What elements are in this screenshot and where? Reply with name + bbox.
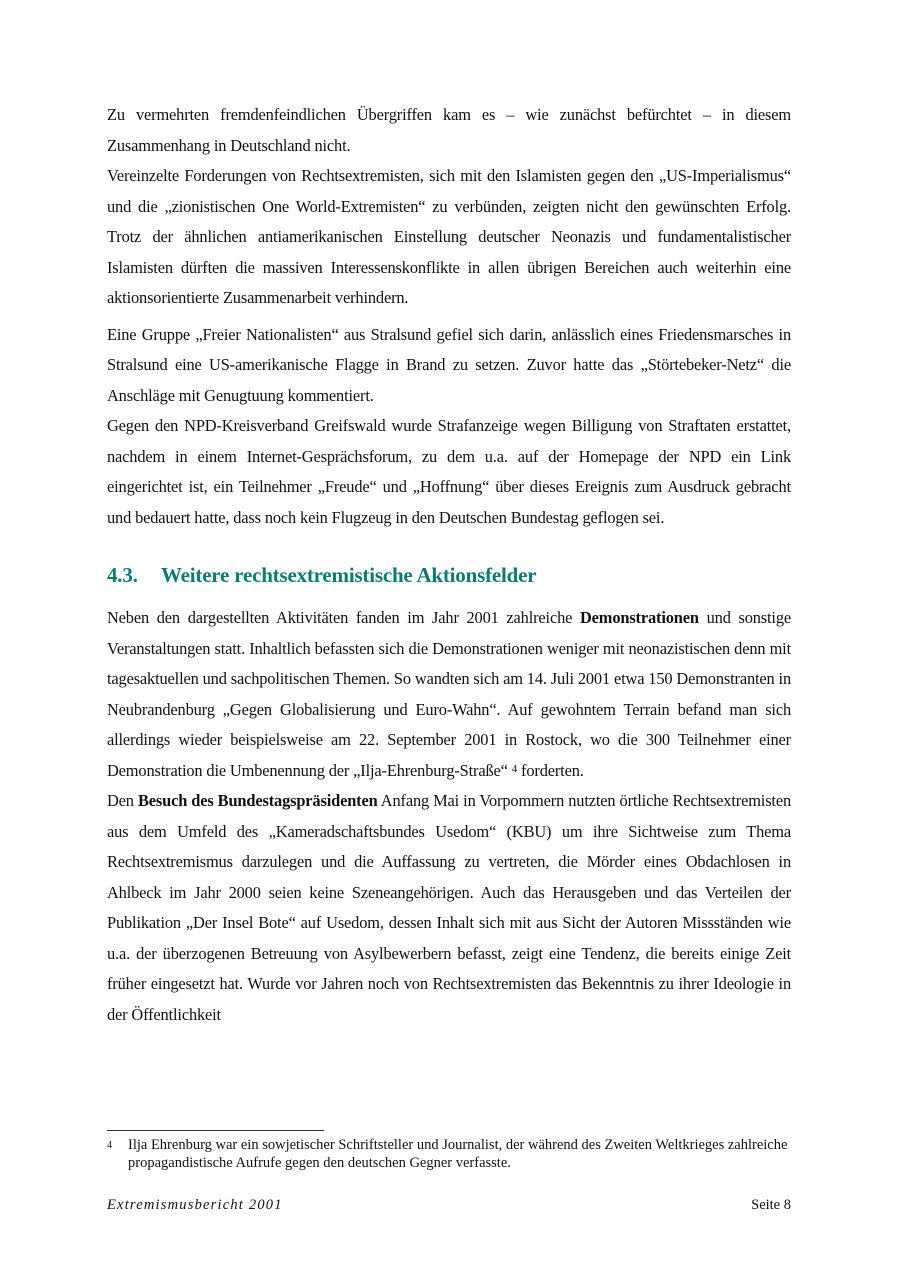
demonstrationen-bold: Demonstrationen bbox=[580, 608, 699, 627]
page-number: Seite 8 bbox=[751, 1197, 791, 1213]
paragraph-5-body: und sonstige Veranstaltungen statt. Inhaltlich befassten sich die Demonstrationen weniger mit neonazistischen denn mit tagesaktuellen und sachpolitischen Themen. So wandten sich am 14. Juli 2001 etwa 150 Demonstranten in Neubrandenburg „Gegen Globalisierung und Euro-Wahn“. Auf gewohntem Terrain befand man sich allerdings wieder beispielsweise am 22. September 2001 in Rostock, wo die 300 Teilnehmer einer Demonstration die Umbenennung der „Ilja-Ehrenburg-Straße“ bbox=[107, 608, 791, 780]
paragraph-2: Vereinzelte Forderungen von Rechtsextremisten, sich mit den Islamisten gegen den „US-Imperialismus“ und die „zionistischen One World-Extremisten“ zu verbünden, zeigten nicht den gewünschten Erfolg. Trotz der ähnlichen antiamerikanischen Einstellung deutscher Neonazis und fundamentalistischer Islamisten dürften die massiven Interessenskonflikte in allen übrigen Bereichen auch weiterhin eine aktionsorientierte Zusammenarbeit verhindern. bbox=[107, 166, 791, 307]
footnote-separator bbox=[107, 1130, 324, 1131]
footnote-reference[interactable]: 4 bbox=[511, 762, 518, 775]
section-heading bbox=[107, 561, 791, 589]
paragraph-3: Eine Gruppe „Freier Nationalisten“ aus Stralsund gefiel sich darin, anlässlich eines Friedensmarsches in Stralsund eine US-amerikanische Flagge in Brand zu setzen. Zuvor hatte das „Störtebeker-Netz“ die Anschläge mit Genugtuung kommentiert. bbox=[107, 324, 791, 405]
paragraph-5-start: Neben den dargestellten Aktivitäten fanden im Jahr 2001 zahlreiche bbox=[107, 608, 580, 627]
paragraph-6-body: Anfang Mai in Vorpommern nutzten örtliche Rechtsextremisten aus dem Umfeld des „Kameradschaftsbundes Usedom“ (KBU) um ihre Sichtweise zum Thema Rechtsextremismus darzulegen und die Auffassung zu vertreten, die Mörder eines Obdachlosen in Ahlbeck im Jahr 2000 seien keine Szeneangehörigen. Auch das Herausgeben und das Verteilen der Publikation „Der Insel Bote“ auf Usedom, dessen Inhalt sich mit aus Sicht der Autoren Missständen wie u.a. der überzogenen Betreuung von Asylbewerbern befasst, zeigt eine Tendenz, die bereits einige Zeit früher eingesetzt hat. Wurde vor Jahren noch von Rechtsextremisten das Bekenntnis zu ihrer Ideologie in der Öffentlichkeit bbox=[107, 791, 792, 1024]
bundestagspraesident-bold: Besuch des Bundestagspräsidenten bbox=[137, 791, 378, 810]
paragraph-6-start: Den bbox=[107, 791, 138, 810]
section-title: Weitere rechtsextremistische Aktionsfelder bbox=[161, 563, 537, 587]
paragraph-4: Gegen den NPD-Kreisverband Greifswald wurde Strafanzeige wegen Billigung von Straftaten erstattet, nachdem in einem Internet-Gesprächsforum, zu dem u.a. auf der Homepage der NPD ein Link eingerichtet ist, ein Teilnehmer „Freude“ und „Hoffnung“ über dieses Ereignis zum Ausdruck gebracht und bedauert hatte, dass noch kein Flugzeug in den Deutschen Bundestag geflogen sei. bbox=[107, 416, 791, 527]
page-footer bbox=[107, 1195, 791, 1215]
footnote-text: Ilja Ehrenburg war ein sowjetischer Schriftsteller und Journalist, der während des Zweiten Weltkrieges zahlreiche propagandistische Aufrufe gegen den deutschen Gegner verfasste. bbox=[128, 1137, 788, 1171]
paragraph-5 bbox=[107, 603, 791, 786]
paragraph-1: Zu vermehrten fremdenfeindlichen Übergriffen kam es – wie zunächst befürchtet – in diesem Zusammenhang in Deutschland nicht. bbox=[107, 105, 791, 155]
footnote-mark: 4 bbox=[107, 1140, 112, 1151]
footer-title: Extremismusbericht 2001 bbox=[107, 1197, 283, 1213]
paragraph-6 bbox=[107, 786, 791, 1030]
paragraph-5-end: forderten. bbox=[517, 760, 584, 780]
main-content bbox=[107, 100, 791, 1030]
footnote bbox=[107, 1136, 791, 1172]
section-number: 4.3. bbox=[107, 563, 138, 587]
